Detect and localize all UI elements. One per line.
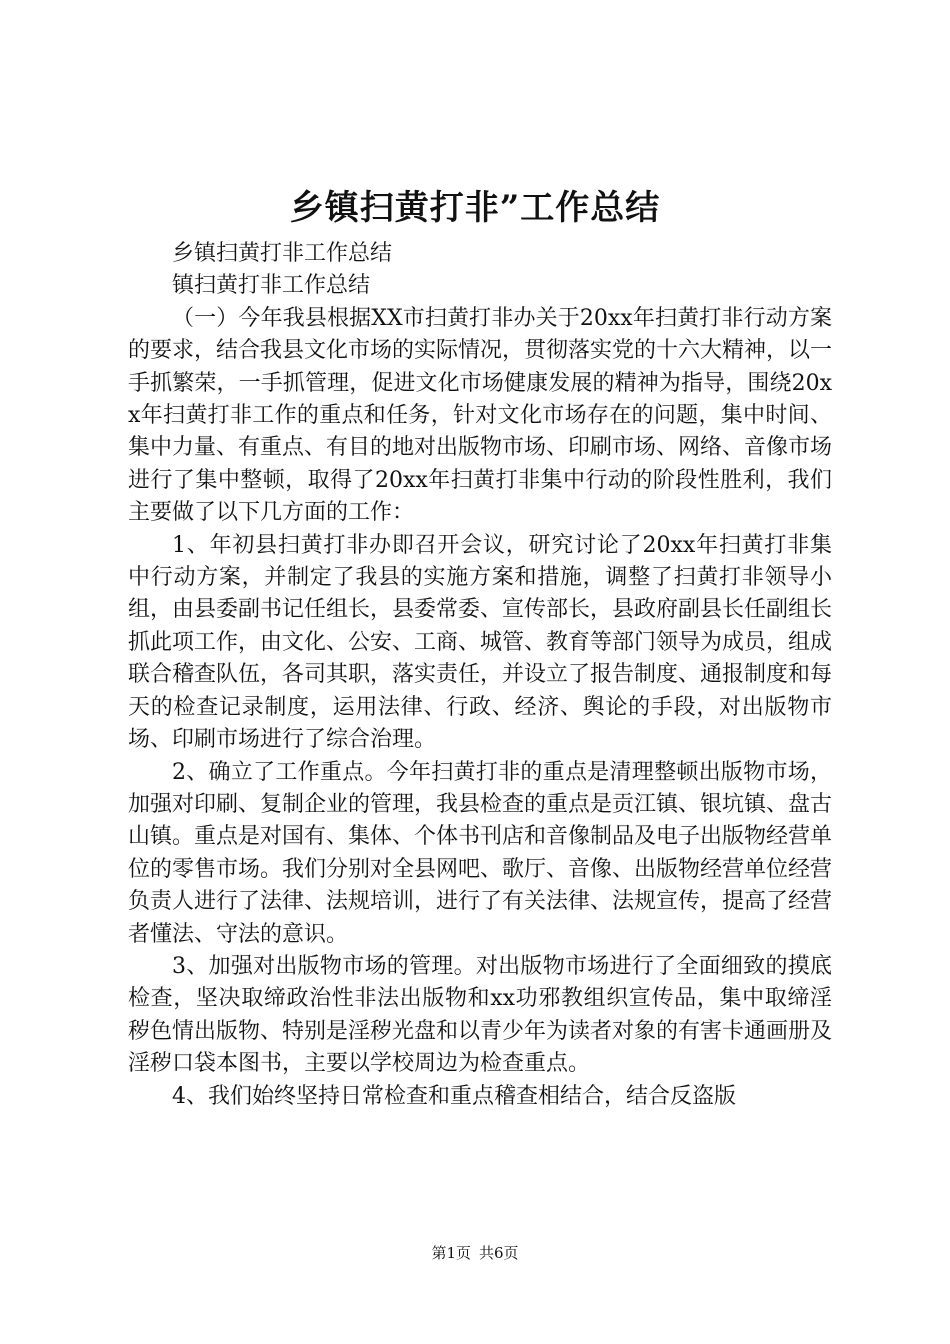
body-paragraph: 1、年初县扫黄打非办即召开会议，研究讨论了20xx年扫黄打非集中行动方案，并制定了我县的实施方案和措施，调整了扫黄打非领导小组，由县委副书记任组长，县委常委、宣传部长，县政府副县长任副组长抓此项工作，由文化、公安、工商、城管、教育等部门领导为成员，组成联合稽查队伍，各司其职，落实责任，并设立了报告制度、通报制度和每天的检查记录制度，运用法律、行政、经济、舆论的手段，对出版物市场、印刷市场进行了综合治理。: [128, 532, 833, 753]
body-paragraph: 2、确立了工作重点。今年扫黄打非的重点是清理整顿出版物市场，加强对印刷、复制企业的管理，我县检查的重点是贡江镇、银坑镇、盘古山镇。重点是对国有、集体、个体书刊店和音像制品及电子出版物经营单位的零售市场。我们分别对全县网吧、歌厅、音像、出版物经营单位经营负责人进行了法律、法规培训，进行了有关法律、法规宣传，提高了经营者懂法、守法的意识。: [128, 759, 833, 947]
body-paragraph: 乡镇扫黄打非工作总结: [172, 241, 393, 266]
page-footer: [0, 1242, 950, 1264]
page-total: 共6页: [479, 1244, 519, 1262]
page-number: 第1页: [431, 1244, 471, 1262]
document-body: [128, 238, 832, 1113]
body-paragraph: 镇扫黄打非工作总结: [172, 273, 371, 299]
document-title: 乡镇扫黄打非”工作总结: [289, 188, 661, 228]
body-paragraph: 3、加强对出版物市场的管理。对出版物市场进行了全面细致的摸底检查，坚决取缔政治性非法出版物和xx功邪教组织宣传品，集中取缔淫秽色情出版物、特别是淫秽光盘和以青少年为读者对象的有害卡通画册及淫秽口袋本图书，主要以学校周边为检查重点。: [128, 953, 833, 1077]
body-paragraph: 4、我们始终坚持日常检查和重点稽查相结合，结合反盗版: [172, 1083, 736, 1109]
body-paragraph: （一）今年我县根据XX市扫黄打非办关于20xx年扫黄打非行动方案的要求，结合我县文化市场的实际情况，贯彻落实党的十六大精神，以一手抓繁荣，一手抓管理，促进文化市场健康发展的精神为指导，围绕20xx年扫黄打非工作的重点和任务，针对文化市场存在的问题，集中时间、集中力量、有重点、有目的地对出版物市场、印刷市场、网络、音像市场进行了集中整顿，取得了20xx年扫黄打非集中行动的阶段性胜利，我们主要做了以下几方面的工作：: [128, 305, 833, 526]
